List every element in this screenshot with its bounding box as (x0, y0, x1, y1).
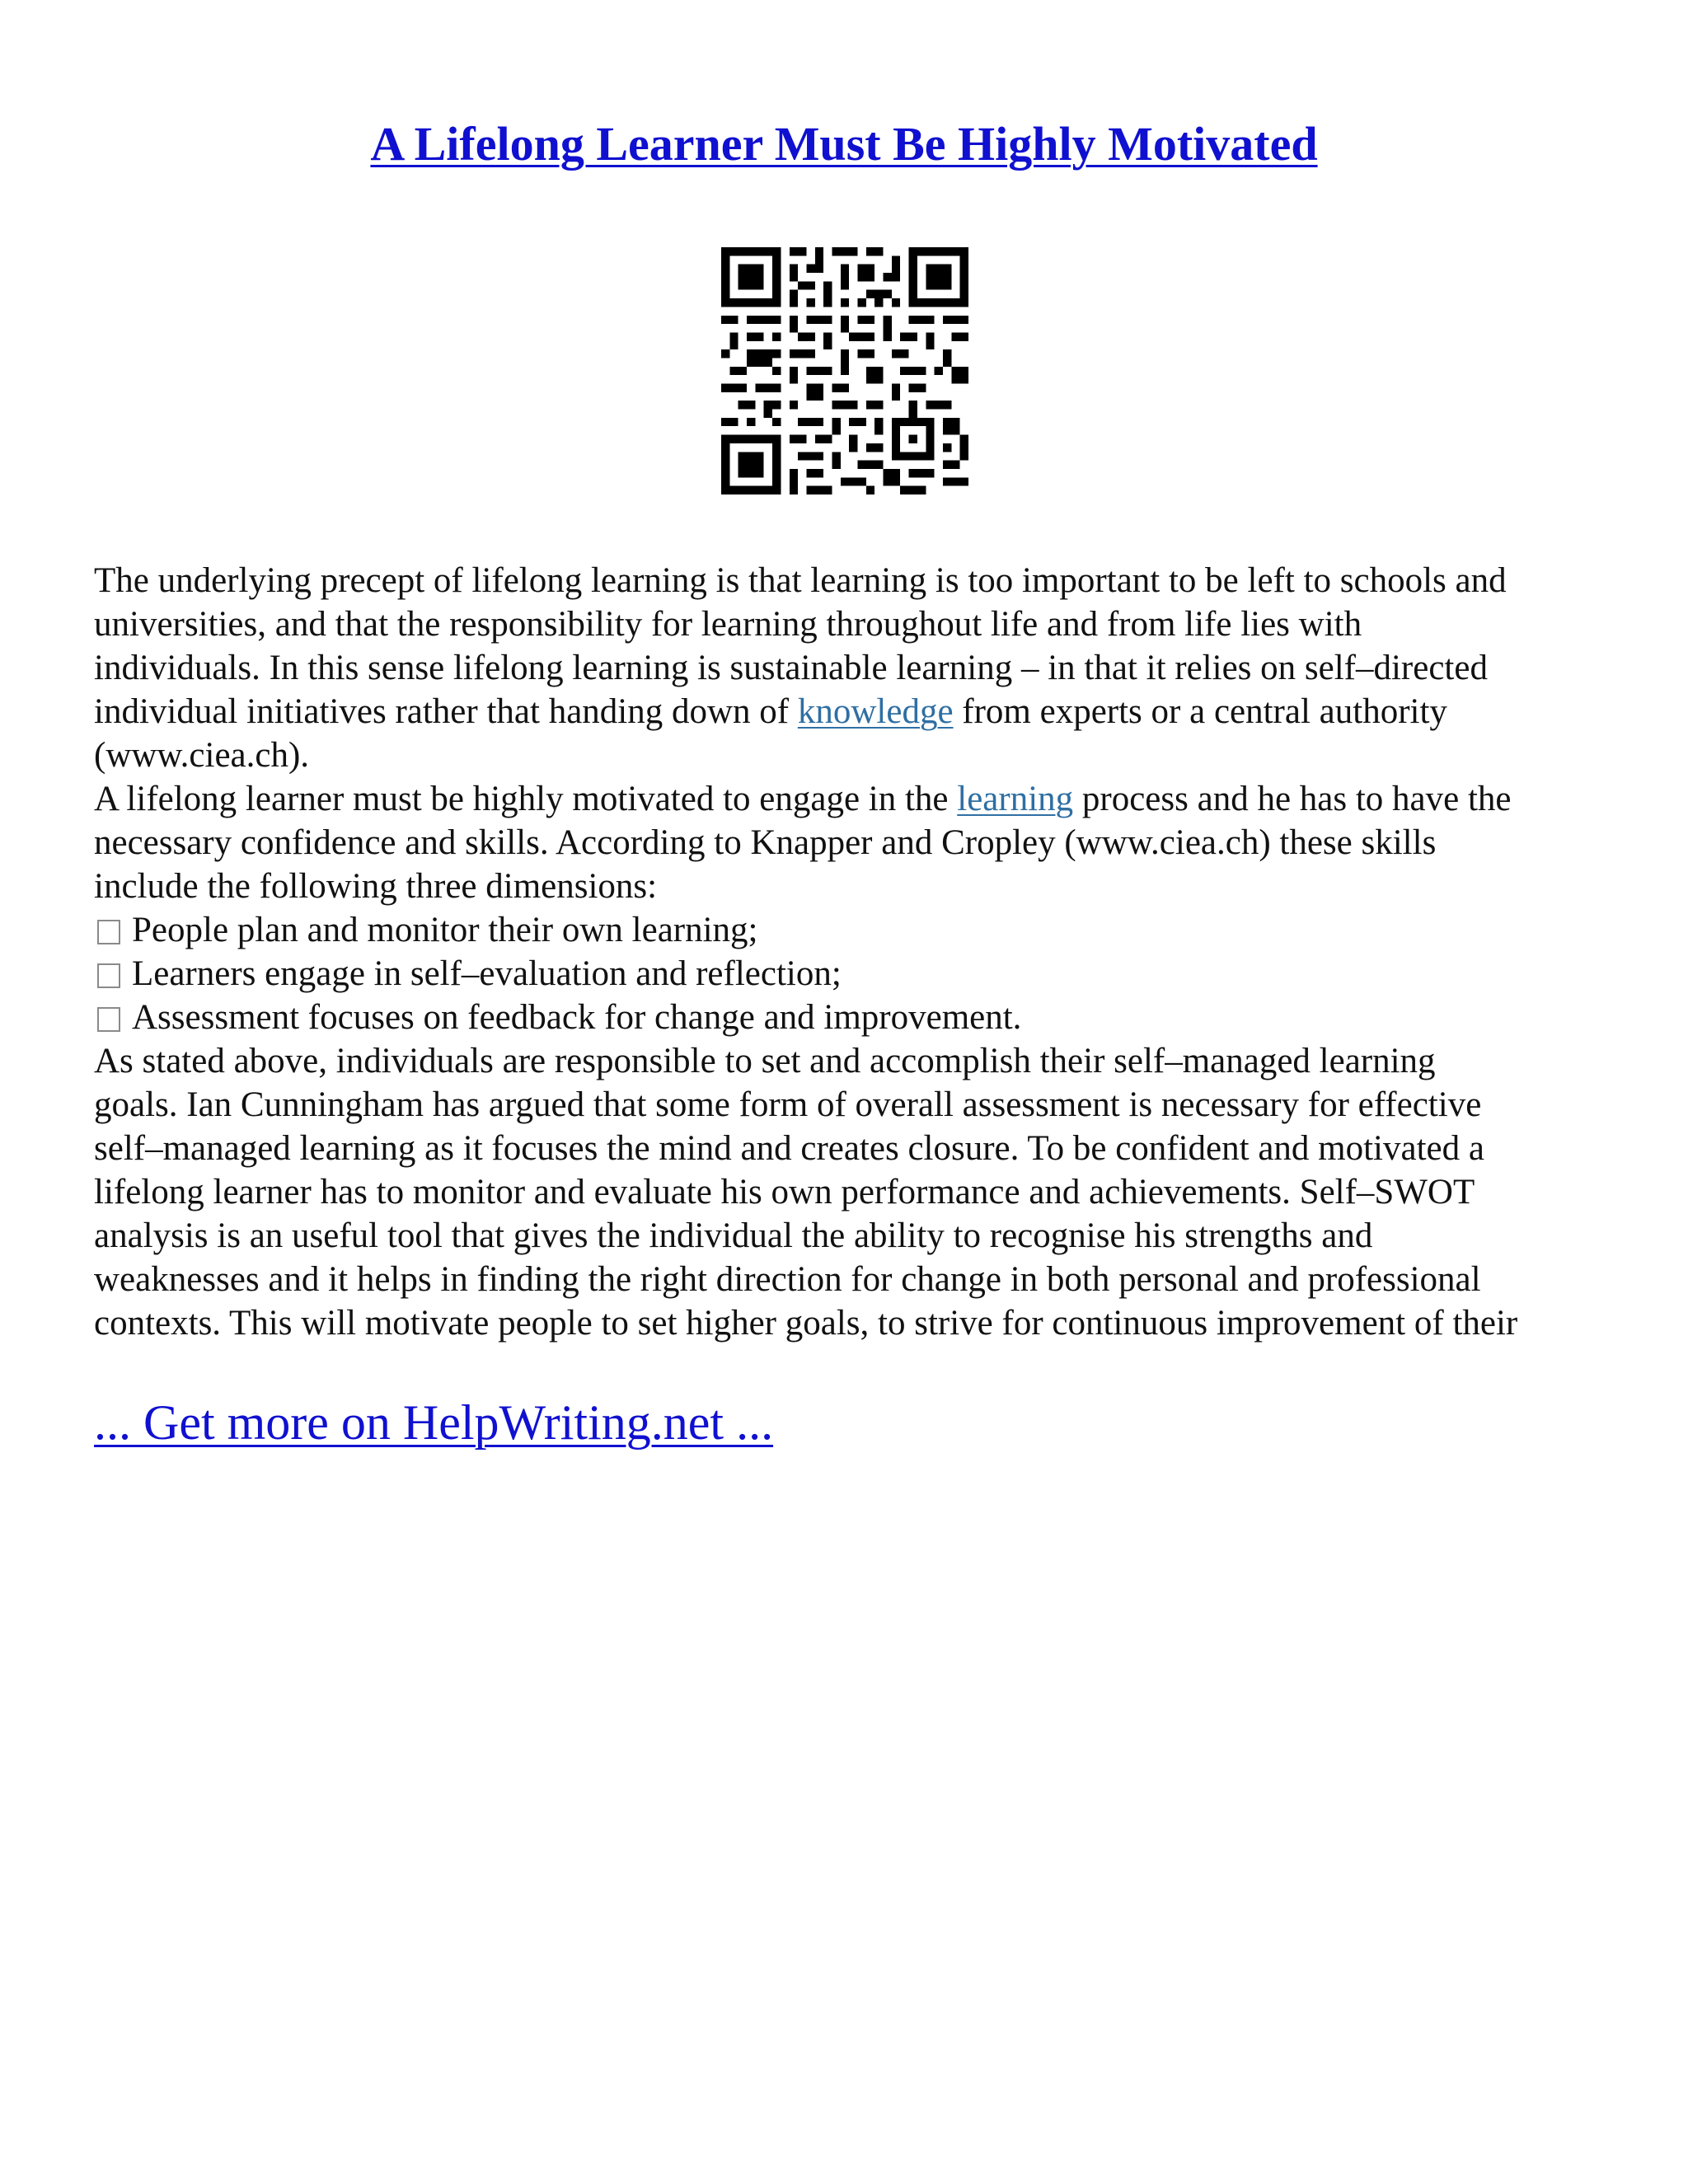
learning-link[interactable]: learning (957, 780, 1074, 818)
article-body (94, 559, 1602, 1345)
paragraph-line: The underlying precept of lifelong learning is that learning is too important to be left to schools and (94, 561, 1507, 600)
list-item-text: Assessment focuses on feedback for change and improvement. (132, 998, 1022, 1037)
knowledge-link[interactable]: knowledge (797, 692, 954, 731)
paragraph-line: universities, and that the responsibility for learning throughout life and from life lies with (94, 605, 1362, 644)
list-item-text: People plan and monitor their own learning; (132, 911, 758, 949)
list-item-text: Learners engage in self–evaluation and reflection; (132, 954, 842, 993)
paragraph-line: necessary confidence and skills. According to Knapper and Cropley (www.ciea.ch) these skills (94, 823, 1437, 862)
get-more-link[interactable]: ... Get more on HelpWriting.net ... (94, 1395, 774, 1450)
paragraph-line: analysis is an useful tool that gives the individual the ability to recognise his strengths and (94, 1216, 1373, 1255)
missing-glyph-bullet-icon (97, 963, 120, 988)
list-item (94, 952, 1602, 996)
paragraph-line: individuals. In this sense lifelong learning is sustainable learning – in that it relies on self–directed (94, 649, 1488, 687)
line-text-before-link: individual initiatives rather that handing down of (94, 692, 798, 731)
line-text-after-link: from experts or a central authority (953, 692, 1447, 731)
line-text-before-link: A lifelong learner must be highly motivated to engage in the (94, 780, 958, 818)
line-text-after-link: process and he has to have the (1073, 780, 1512, 818)
document-title-link[interactable]: A Lifelong Learner Must Be Highly Motivated (370, 117, 1318, 171)
paragraph-line: As stated above, individuals are responsible to set and accomplish their self–managed learning (94, 1042, 1436, 1080)
list-item (94, 996, 1602, 1039)
paragraph-line: lifelong learner has to monitor and evaluate his own performance and achievements. Self–SWOT (94, 1173, 1475, 1212)
paragraph-line (94, 777, 1602, 821)
missing-glyph-bullet-icon (97, 920, 120, 944)
paragraph-line: weaknesses and it helps in finding the right direction for change in both personal and professional (94, 1260, 1481, 1299)
paragraph-line: (www.ciea.ch). (94, 736, 310, 775)
paragraph-line: contexts. This will motivate people to set higher goals, to strive for continuous improvement of their (94, 1304, 1518, 1343)
paragraph-line (94, 690, 1602, 733)
paragraph-line: goals. Ian Cunningham has argued that some form of overall assessment is necessary for effective (94, 1085, 1482, 1124)
list-item (94, 908, 1602, 952)
paragraph-line: include the following three dimensions: (94, 867, 658, 906)
qr-code-icon (721, 247, 968, 494)
missing-glyph-bullet-icon (97, 1007, 120, 1032)
paragraph-line: self–managed learning as it focuses the mind and creates closure. To be confident and motivated a (94, 1129, 1484, 1168)
